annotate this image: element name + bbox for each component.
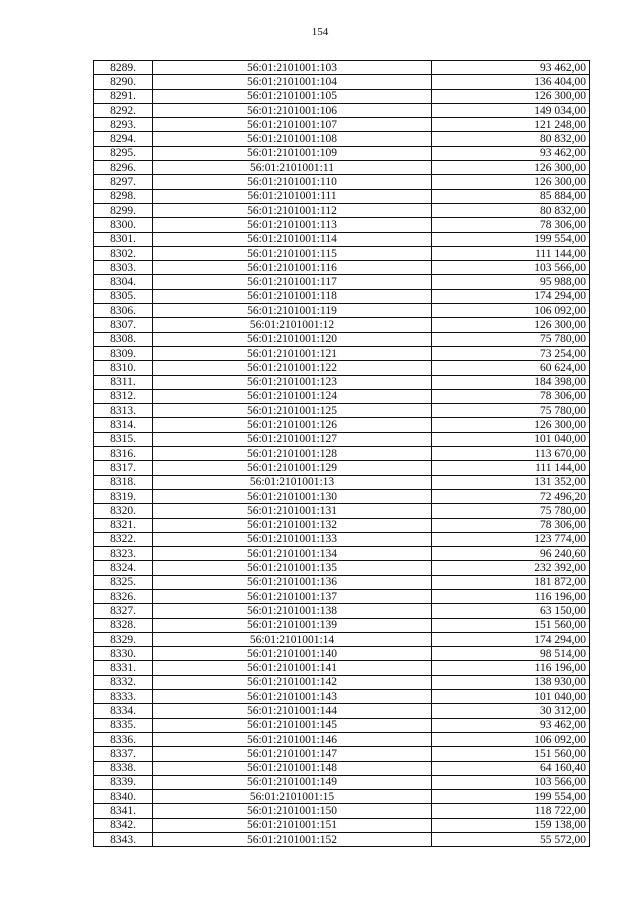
row-number-cell: 8339. — [94, 775, 153, 789]
row-number-cell: 8297. — [94, 175, 153, 189]
row-number-cell: 8335. — [94, 718, 153, 732]
row-number-cell: 8302. — [94, 246, 153, 260]
cadastral-number-cell: 56:01:2101001:129 — [153, 461, 432, 475]
row-number-cell: 8289. — [94, 61, 153, 75]
cadastral-number-cell: 56:01:2101001:109 — [153, 146, 432, 160]
value-cell: 63 150,00 — [432, 604, 590, 618]
table-row — [94, 232, 590, 246]
value-cell: 106 092,00 — [432, 304, 590, 318]
value-cell: 116 196,00 — [432, 661, 590, 675]
value-cell: 78 306,00 — [432, 218, 590, 232]
cadastral-number-cell: 56:01:2101001:118 — [153, 289, 432, 303]
value-cell: 96 240,60 — [432, 547, 590, 561]
value-cell: 78 306,00 — [432, 389, 590, 403]
cadastral-number-cell: 56:01:2101001:133 — [153, 532, 432, 546]
value-cell: 123 774,00 — [432, 532, 590, 546]
value-cell: 174 294,00 — [432, 289, 590, 303]
cadastral-number-cell: 56:01:2101001:147 — [153, 747, 432, 761]
cadastral-number-cell: 56:01:2101001:141 — [153, 661, 432, 675]
cadastral-number-cell: 56:01:2101001:125 — [153, 404, 432, 418]
table-row — [94, 361, 590, 375]
row-number-cell: 8333. — [94, 690, 153, 704]
table-row — [94, 704, 590, 718]
cadastral-number-cell: 56:01:2101001:127 — [153, 432, 432, 446]
row-number-cell: 8298. — [94, 189, 153, 203]
cadastral-number-cell: 56:01:2101001:111 — [153, 189, 432, 203]
table-row — [94, 132, 590, 146]
value-cell: 75 780,00 — [432, 504, 590, 518]
table-row — [94, 489, 590, 503]
table-row — [94, 175, 590, 189]
table-row — [94, 146, 590, 160]
cadastral-number-cell: 56:01:2101001:142 — [153, 675, 432, 689]
table-row — [94, 289, 590, 303]
table-row — [94, 318, 590, 332]
cadastral-number-cell: 56:01:2101001:149 — [153, 775, 432, 789]
row-number-cell: 8329. — [94, 632, 153, 646]
value-cell: 159 138,00 — [432, 818, 590, 832]
cadastral-number-cell: 56:01:2101001:135 — [153, 561, 432, 575]
table-row — [94, 632, 590, 646]
row-number-cell: 8307. — [94, 318, 153, 332]
table-row — [94, 775, 590, 789]
row-number-cell: 8325. — [94, 575, 153, 589]
table-row — [94, 718, 590, 732]
value-cell: 126 300,00 — [432, 318, 590, 332]
row-number-cell: 8310. — [94, 361, 153, 375]
table-row — [94, 418, 590, 432]
table-row — [94, 804, 590, 818]
table-row — [94, 790, 590, 804]
table-row — [94, 389, 590, 403]
table-row — [94, 404, 590, 418]
table-row — [94, 375, 590, 389]
row-number-cell: 8321. — [94, 518, 153, 532]
row-number-cell: 8320. — [94, 504, 153, 518]
row-number-cell: 8338. — [94, 761, 153, 775]
table-row — [94, 675, 590, 689]
table-row — [94, 761, 590, 775]
cadastral-number-cell: 56:01:2101001:104 — [153, 75, 432, 89]
cadastral-number-cell: 56:01:2101001:112 — [153, 203, 432, 217]
table-row — [94, 732, 590, 746]
row-number-cell: 8299. — [94, 203, 153, 217]
row-number-cell: 8334. — [94, 704, 153, 718]
value-cell: 232 392,00 — [432, 561, 590, 575]
cadastral-number-cell: 56:01:2101001:150 — [153, 804, 432, 818]
row-number-cell: 8309. — [94, 346, 153, 360]
cadastral-number-cell: 56:01:2101001:106 — [153, 103, 432, 117]
row-number-cell: 8301. — [94, 232, 153, 246]
cadastral-number-cell: 56:01:2101001:139 — [153, 618, 432, 632]
value-cell: 151 560,00 — [432, 618, 590, 632]
cadastral-number-cell: 56:01:2101001:138 — [153, 604, 432, 618]
value-cell: 111 144,00 — [432, 461, 590, 475]
cadastral-number-cell: 56:01:2101001:130 — [153, 489, 432, 503]
cadastral-number-cell: 56:01:2101001:14 — [153, 632, 432, 646]
row-number-cell: 8292. — [94, 103, 153, 117]
table-row — [94, 604, 590, 618]
value-cell: 80 832,00 — [432, 203, 590, 217]
table-row — [94, 561, 590, 575]
row-number-cell: 8332. — [94, 675, 153, 689]
cadastral-number-cell: 56:01:2101001:15 — [153, 790, 432, 804]
cadastral-number-cell: 56:01:2101001:151 — [153, 818, 432, 832]
value-cell: 60 624,00 — [432, 361, 590, 375]
value-cell: 113 670,00 — [432, 447, 590, 461]
row-number-cell: 8306. — [94, 304, 153, 318]
row-number-cell: 8331. — [94, 661, 153, 675]
cadastral-number-cell: 56:01:2101001:146 — [153, 732, 432, 746]
row-number-cell: 8312. — [94, 389, 153, 403]
row-number-cell: 8290. — [94, 75, 153, 89]
row-number-cell: 8323. — [94, 547, 153, 561]
cadastral-number-cell: 56:01:2101001:110 — [153, 175, 432, 189]
cadastral-number-cell: 56:01:2101001:13 — [153, 475, 432, 489]
cadastral-number-cell: 56:01:2101001:123 — [153, 375, 432, 389]
table-row — [94, 304, 590, 318]
value-cell: 103 566,00 — [432, 261, 590, 275]
table-row — [94, 647, 590, 661]
table-row — [94, 75, 590, 89]
row-number-cell: 8340. — [94, 790, 153, 804]
row-number-cell: 8330. — [94, 647, 153, 661]
value-cell: 181 872,00 — [432, 575, 590, 589]
cadastral-number-cell: 56:01:2101001:124 — [153, 389, 432, 403]
value-cell: 93 462,00 — [432, 61, 590, 75]
cadastral-number-cell: 56:01:2101001:116 — [153, 261, 432, 275]
table-row — [94, 332, 590, 346]
value-cell: 55 572,00 — [432, 833, 590, 847]
row-number-cell: 8318. — [94, 475, 153, 489]
row-number-cell: 8295. — [94, 146, 153, 160]
table-row — [94, 690, 590, 704]
row-number-cell: 8327. — [94, 604, 153, 618]
cadastral-number-cell: 56:01:2101001:137 — [153, 589, 432, 603]
row-number-cell: 8336. — [94, 732, 153, 746]
row-number-cell: 8315. — [94, 432, 153, 446]
row-number-cell: 8300. — [94, 218, 153, 232]
value-cell: 126 300,00 — [432, 175, 590, 189]
table-row — [94, 547, 590, 561]
table-row — [94, 118, 590, 132]
row-number-cell: 8343. — [94, 833, 153, 847]
cadastral-number-cell: 56:01:2101001:140 — [153, 647, 432, 661]
value-cell: 93 462,00 — [432, 146, 590, 160]
table-row — [94, 475, 590, 489]
value-cell: 64 160,40 — [432, 761, 590, 775]
table-row — [94, 447, 590, 461]
table-row — [94, 346, 590, 360]
row-number-cell: 8304. — [94, 275, 153, 289]
table-row — [94, 189, 590, 203]
cadastral-number-cell: 56:01:2101001:128 — [153, 447, 432, 461]
value-cell: 131 352,00 — [432, 475, 590, 489]
cadastral-number-cell: 56:01:2101001:117 — [153, 275, 432, 289]
table-row — [94, 818, 590, 832]
value-cell: 184 398,00 — [432, 375, 590, 389]
value-cell: 116 196,00 — [432, 589, 590, 603]
cadastral-number-cell: 56:01:2101001:119 — [153, 304, 432, 318]
row-number-cell: 8291. — [94, 89, 153, 103]
table-row — [94, 161, 590, 175]
cadastral-number-cell: 56:01:2101001:131 — [153, 504, 432, 518]
cadastral-number-cell: 56:01:2101001:12 — [153, 318, 432, 332]
table-row — [94, 504, 590, 518]
table-row — [94, 203, 590, 217]
row-number-cell: 8326. — [94, 589, 153, 603]
table-row — [94, 747, 590, 761]
page-number: 154 — [311, 26, 329, 38]
table-row — [94, 575, 590, 589]
table-row — [94, 275, 590, 289]
value-cell: 75 780,00 — [432, 404, 590, 418]
row-number-cell: 8341. — [94, 804, 153, 818]
table-row — [94, 103, 590, 117]
value-cell: 95 988,00 — [432, 275, 590, 289]
value-cell: 111 144,00 — [432, 246, 590, 260]
table-row — [94, 432, 590, 446]
value-cell: 80 832,00 — [432, 132, 590, 146]
value-cell: 72 496,20 — [432, 489, 590, 503]
table-row — [94, 518, 590, 532]
row-number-cell: 8303. — [94, 261, 153, 275]
row-number-cell: 8342. — [94, 818, 153, 832]
value-cell: 126 300,00 — [432, 89, 590, 103]
cadastral-number-cell: 56:01:2101001:148 — [153, 761, 432, 775]
table-row — [94, 89, 590, 103]
value-cell: 121 248,00 — [432, 118, 590, 132]
value-cell: 73 254,00 — [432, 346, 590, 360]
cadastral-number-cell: 56:01:2101001:108 — [153, 132, 432, 146]
cadastral-number-cell: 56:01:2101001:114 — [153, 232, 432, 246]
cadastral-number-cell: 56:01:2101001:107 — [153, 118, 432, 132]
table-row — [94, 218, 590, 232]
value-cell: 136 404,00 — [432, 75, 590, 89]
table-row — [94, 661, 590, 675]
value-cell: 30 312,00 — [432, 704, 590, 718]
row-number-cell: 8316. — [94, 447, 153, 461]
value-cell: 101 040,00 — [432, 432, 590, 446]
cadastral-number-cell: 56:01:2101001:144 — [153, 704, 432, 718]
value-cell: 199 554,00 — [432, 790, 590, 804]
value-cell: 106 092,00 — [432, 732, 590, 746]
row-number-cell: 8322. — [94, 532, 153, 546]
value-cell: 93 462,00 — [432, 718, 590, 732]
cadastral-number-cell: 56:01:2101001:121 — [153, 346, 432, 360]
table-row — [94, 61, 590, 75]
row-number-cell: 8313. — [94, 404, 153, 418]
registry-table — [93, 60, 590, 847]
value-cell: 118 722,00 — [432, 804, 590, 818]
cadastral-number-cell: 56:01:2101001:103 — [153, 61, 432, 75]
cadastral-number-cell: 56:01:2101001:105 — [153, 89, 432, 103]
cadastral-number-cell: 56:01:2101001:145 — [153, 718, 432, 732]
value-cell: 103 566,00 — [432, 775, 590, 789]
cadastral-number-cell: 56:01:2101001:11 — [153, 161, 432, 175]
cadastral-number-cell: 56:01:2101001:134 — [153, 547, 432, 561]
cadastral-number-cell: 56:01:2101001:132 — [153, 518, 432, 532]
row-number-cell: 8314. — [94, 418, 153, 432]
row-number-cell: 8305. — [94, 289, 153, 303]
cadastral-number-cell: 56:01:2101001:126 — [153, 418, 432, 432]
value-cell: 75 780,00 — [432, 332, 590, 346]
value-cell: 149 034,00 — [432, 103, 590, 117]
row-number-cell: 8328. — [94, 618, 153, 632]
cadastral-number-cell: 56:01:2101001:143 — [153, 690, 432, 704]
table-row — [94, 589, 590, 603]
table-row — [94, 833, 590, 847]
value-cell: 126 300,00 — [432, 161, 590, 175]
row-number-cell: 8317. — [94, 461, 153, 475]
cadastral-number-cell: 56:01:2101001:120 — [153, 332, 432, 346]
table-row — [94, 246, 590, 260]
row-number-cell: 8337. — [94, 747, 153, 761]
value-cell: 151 560,00 — [432, 747, 590, 761]
value-cell: 98 514,00 — [432, 647, 590, 661]
cadastral-number-cell: 56:01:2101001:113 — [153, 218, 432, 232]
registry-table-body — [94, 61, 590, 847]
value-cell: 78 306,00 — [432, 518, 590, 532]
cadastral-number-cell: 56:01:2101001:152 — [153, 833, 432, 847]
table-row — [94, 532, 590, 546]
row-number-cell: 8311. — [94, 375, 153, 389]
row-number-cell: 8296. — [94, 161, 153, 175]
value-cell: 101 040,00 — [432, 690, 590, 704]
table-row — [94, 461, 590, 475]
row-number-cell: 8293. — [94, 118, 153, 132]
value-cell: 85 884,00 — [432, 189, 590, 203]
cadastral-number-cell: 56:01:2101001:136 — [153, 575, 432, 589]
table-row — [94, 261, 590, 275]
row-number-cell: 8319. — [94, 489, 153, 503]
row-number-cell: 8294. — [94, 132, 153, 146]
value-cell: 138 930,00 — [432, 675, 590, 689]
table-row — [94, 618, 590, 632]
value-cell: 126 300,00 — [432, 418, 590, 432]
cadastral-number-cell: 56:01:2101001:122 — [153, 361, 432, 375]
row-number-cell: 8308. — [94, 332, 153, 346]
row-number-cell: 8324. — [94, 561, 153, 575]
value-cell: 174 294,00 — [432, 632, 590, 646]
cadastral-number-cell: 56:01:2101001:115 — [153, 246, 432, 260]
value-cell: 199 554,00 — [432, 232, 590, 246]
